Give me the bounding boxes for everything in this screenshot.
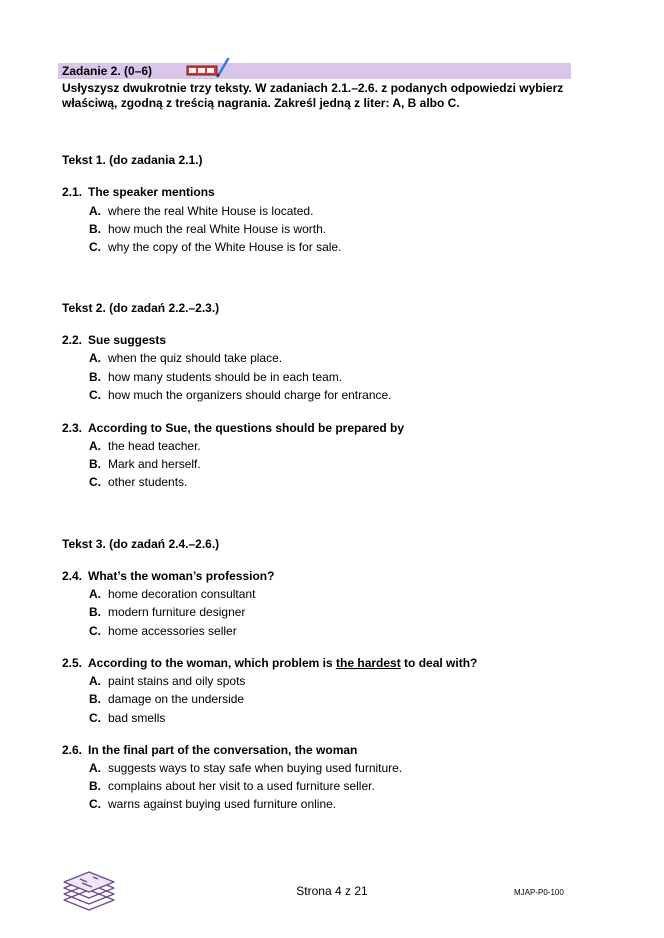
question-number: 2.3. <box>62 421 83 435</box>
option-text: why the copy of the White House is for sale. <box>108 240 342 254</box>
option-text: bad smells <box>108 711 166 725</box>
option-letter[interactable]: C. <box>89 240 101 254</box>
question-text: What’s the woman’s profession? <box>88 569 275 583</box>
option-letter[interactable]: B. <box>89 370 101 384</box>
question-text: In the final part of the conversation, the woman <box>88 743 358 757</box>
option-letter[interactable]: C. <box>89 475 101 489</box>
text-1-heading: Tekst 1. (do zadania 2.1.) <box>62 153 203 167</box>
option-text: modern furniture designer <box>108 605 246 619</box>
option-text: complains about her visit to a used furniture seller. <box>108 779 375 793</box>
underlined-phrase: the hardest <box>336 656 401 670</box>
option-text: home decoration consultant <box>108 587 256 601</box>
task-instruction: Usłyszysz dwukrotnie trzy teksty. W zadaniach 2.1.–2.6. z podanych odpowiedzi wybierz właściwą, zgodną z treścią nagrania. Zakreśl jedną z liter: A, B albo C. <box>62 81 564 110</box>
option-text: warns against buying used furniture online. <box>108 797 337 811</box>
question-text: Sue suggests <box>88 333 167 347</box>
question-text <box>88 656 477 671</box>
option-text: suggests ways to stay safe when buying used furniture. <box>108 761 403 775</box>
question-number: 2.6. <box>62 743 83 757</box>
option-letter[interactable]: B. <box>89 605 101 619</box>
task-title: Zadanie 2. (0–6) <box>62 64 153 78</box>
option-text: damage on the underside <box>108 692 245 706</box>
text-2-heading: Tekst 2. (do zadań 2.2.–2.3.) <box>62 301 220 315</box>
option-letter[interactable]: A. <box>89 351 101 365</box>
question-text-end: to deal with? <box>400 656 478 670</box>
question-text-start: According to the woman, which problem is <box>88 656 337 670</box>
option-text: Mark and herself. <box>108 457 201 471</box>
option-text: how many students should be in each team. <box>108 370 343 384</box>
option-letter[interactable]: C. <box>89 388 101 402</box>
option-letter[interactable]: A. <box>89 587 101 601</box>
option-text: how much the organizers should charge for entrance. <box>108 388 392 402</box>
option-text: the head teacher. <box>108 439 201 453</box>
question-number: 2.4. <box>62 569 83 583</box>
question-text: According to Sue, the questions should be prepared by <box>88 421 405 435</box>
text-3-heading: Tekst 3. (do zadań 2.4.–2.6.) <box>62 537 220 551</box>
document-code: MJAP-P0-100 <box>514 888 564 897</box>
option-letter[interactable]: A. <box>89 439 101 453</box>
option-letter[interactable]: A. <box>89 674 101 688</box>
option-letter[interactable]: C. <box>89 797 101 811</box>
option-text: paint stains and oily spots <box>108 674 246 688</box>
option-text: where the real White House is located. <box>108 204 314 218</box>
option-text: when the quiz should take place. <box>108 351 283 365</box>
option-letter[interactable]: B. <box>89 779 101 793</box>
option-letter[interactable]: B. <box>89 692 101 706</box>
option-text: how much the real White House is worth. <box>108 222 327 236</box>
question-number: 2.5. <box>62 656 83 670</box>
option-letter[interactable]: A. <box>89 761 101 775</box>
option-letter[interactable]: C. <box>89 711 101 725</box>
option-letter[interactable]: B. <box>89 457 101 471</box>
recording-pen-icon <box>186 56 230 78</box>
option-letter[interactable]: C. <box>89 624 101 638</box>
question-number: 2.2. <box>62 333 83 347</box>
page-number: Strona 4 z 21 <box>296 884 368 898</box>
question-number: 2.1. <box>62 185 83 199</box>
option-text: home accessories seller <box>108 624 237 638</box>
option-letter[interactable]: B. <box>89 222 101 236</box>
option-text: other students. <box>108 475 188 489</box>
option-letter[interactable]: A. <box>89 204 101 218</box>
question-text: The speaker mentions <box>88 185 215 199</box>
